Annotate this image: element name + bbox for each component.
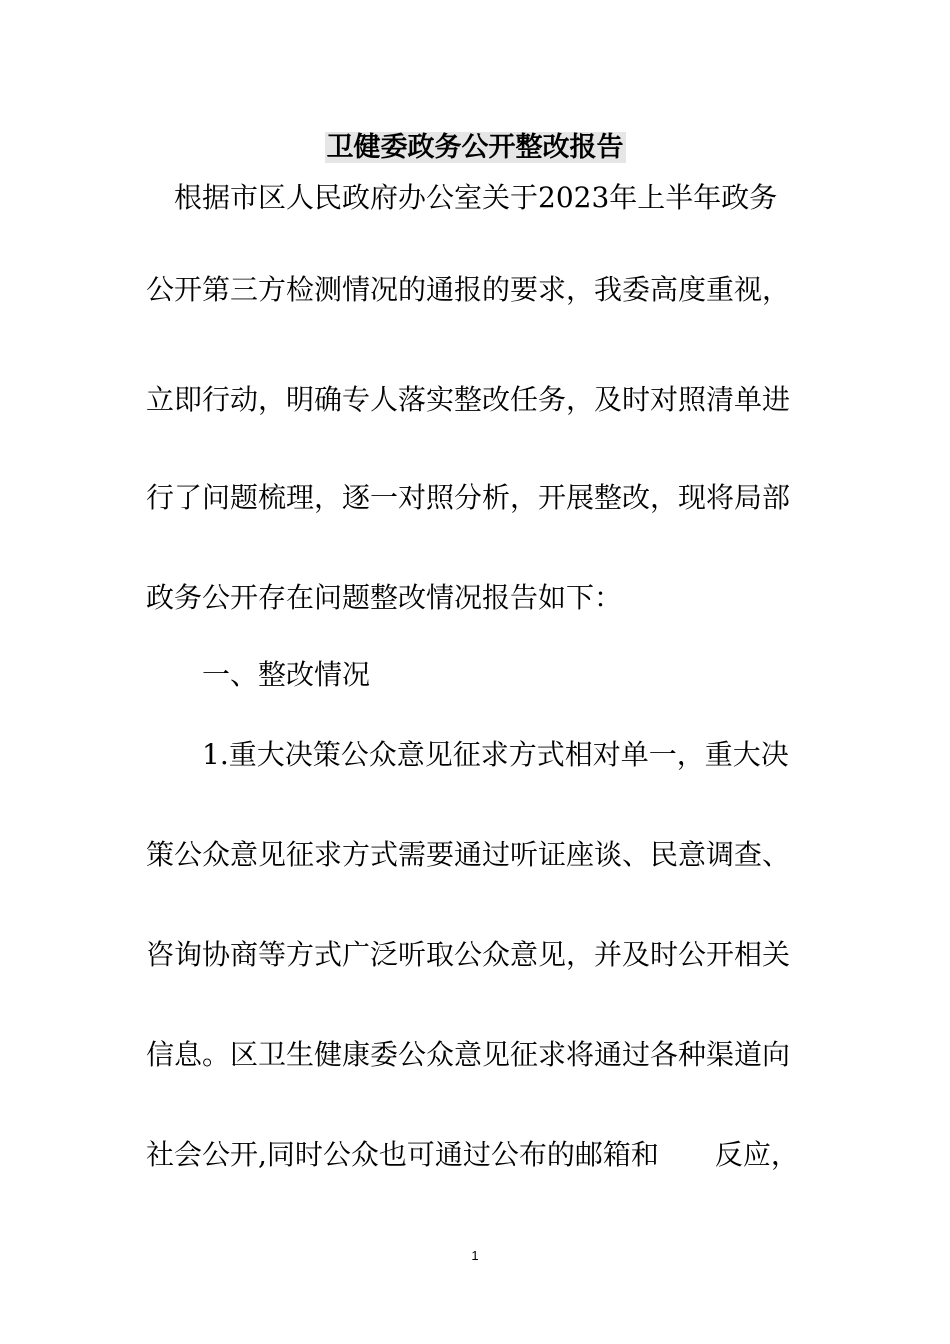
body-line-8: 策公众意见征求方式需要通过听证座谈、民意调查、 bbox=[146, 838, 791, 871]
body-line-1: 根据市区人民政府办公室关于2023年上半年政务 bbox=[146, 181, 778, 214]
body-line-11: 社会公开,同时公众也可通过公布的邮箱和 反应， bbox=[146, 1138, 799, 1171]
document-title bbox=[0, 128, 950, 168]
body-line-10: 信息。区卫生健康委公众意见征求将通过各种渠道向 bbox=[146, 1038, 791, 1071]
body-line-4: 行了问题梳理，逐一对照分析，开展整改，现将局部 bbox=[146, 481, 791, 514]
body-line-7: 1.重大决策公众意见征求方式相对单一，重大决 bbox=[146, 738, 789, 771]
body-line-2: 公开第三方检测情况的通报的要求，我委高度重视， bbox=[146, 273, 791, 306]
section-heading: 一、整改情况 bbox=[146, 658, 371, 691]
body-line-5: 政务公开存在问题整改情况报告如下： bbox=[146, 581, 623, 614]
body-line-9: 咨询协商等方式广泛听取公众意见，并及时公开相关 bbox=[146, 938, 791, 971]
body-line-3: 立即行动，明确专人落实整改任务，及时对照清单进 bbox=[146, 383, 791, 416]
document-title-text: 卫健委政务公开整改报告 bbox=[326, 132, 624, 163]
page-number: 1 bbox=[471, 1248, 479, 1263]
